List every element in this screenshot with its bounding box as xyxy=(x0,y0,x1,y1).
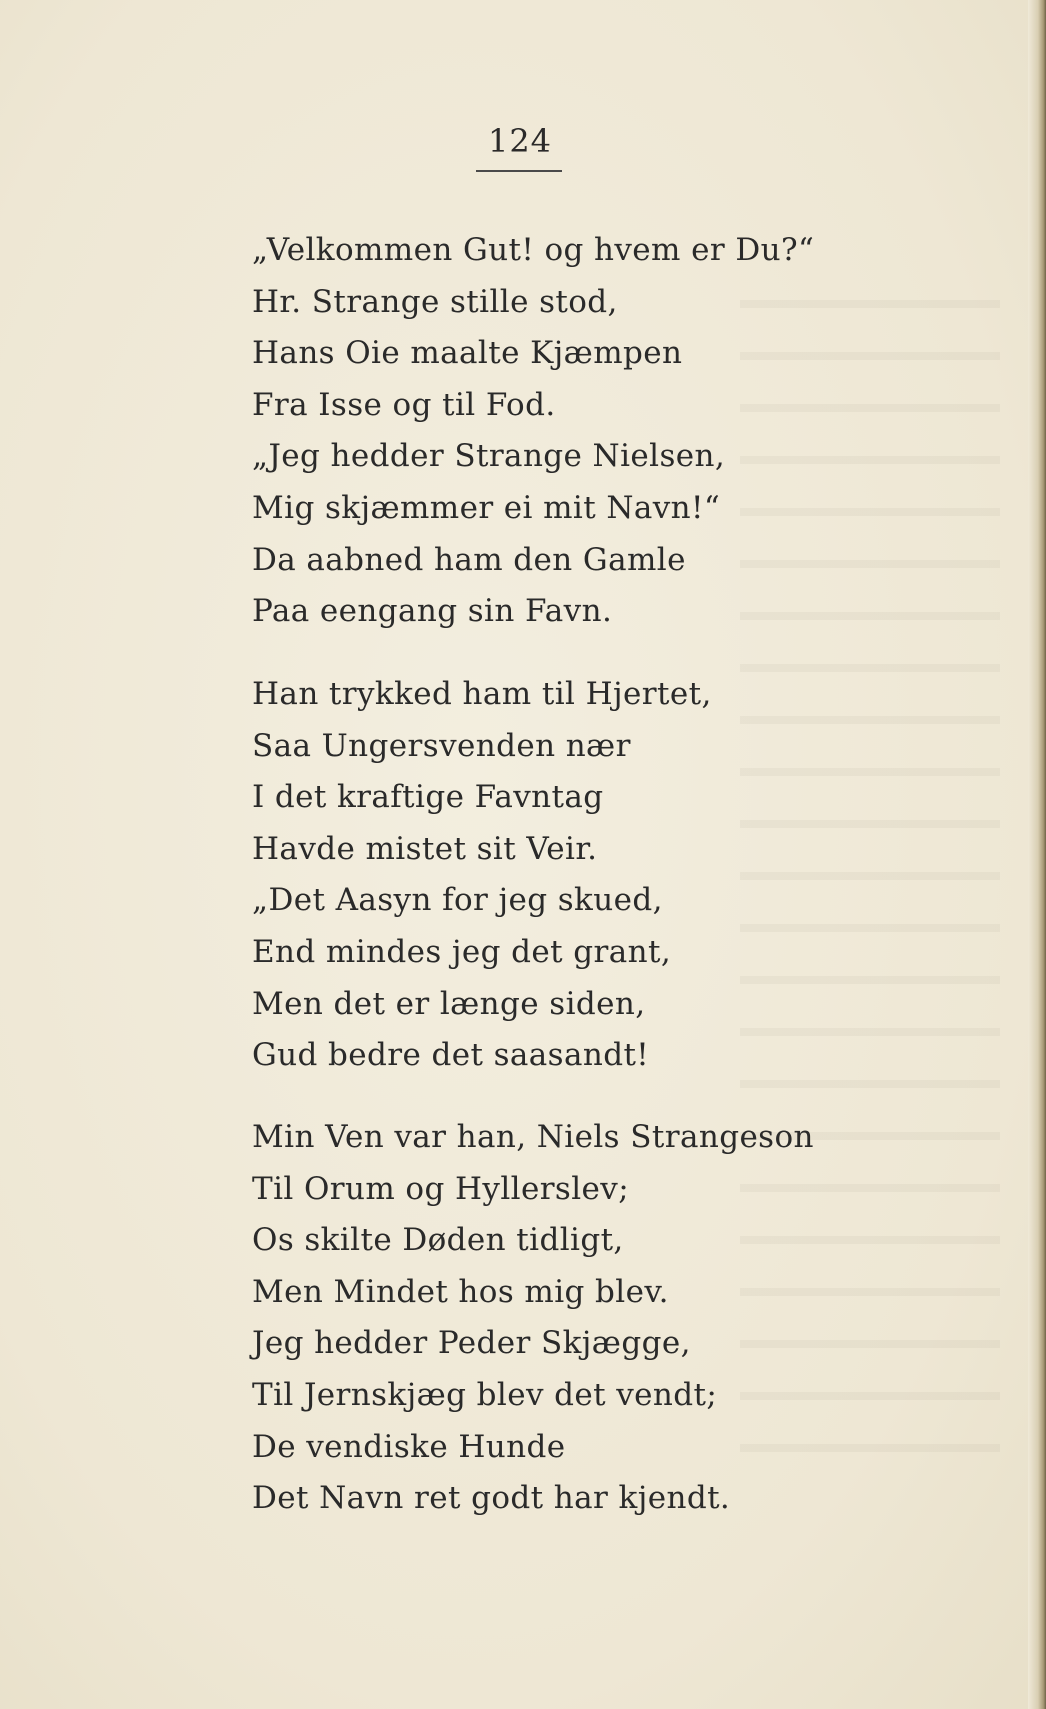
poem-line: Da aabned ham den Gamle xyxy=(252,541,686,578)
poem-line: Fra Isse og til Fod. xyxy=(252,386,556,423)
page-number: 124 xyxy=(487,122,553,160)
poem-line: End mindes jeg det grant, xyxy=(252,933,672,970)
poem-line: Det Navn ret godt har kjendt. xyxy=(252,1480,731,1517)
poem-line: Saa Ungersvenden nær xyxy=(252,727,631,764)
poem-line: Havde mistet sit Veir. xyxy=(252,830,598,867)
poem-line: Til Jernskjæg blev det vendt; xyxy=(252,1376,718,1413)
poem-line: Hr. Strange stille stod, xyxy=(252,283,618,320)
poem-line: Han trykked ham til Hjertet, xyxy=(252,676,712,712)
poem-line: Os skilte Døden tidligt, xyxy=(252,1222,624,1259)
poem-line: I det kraftige Favntag xyxy=(252,779,604,816)
poem-line: Paa eengang sin Favn. xyxy=(252,593,613,630)
stanza-1 xyxy=(252,225,852,638)
poem-line: Mig skjæmmer ei mit Navn!“ xyxy=(252,489,721,526)
stanza-2 xyxy=(252,669,852,1082)
stanza-3 xyxy=(252,1112,852,1525)
poem-line: Jeg hedder Peder Skjægge, xyxy=(252,1325,691,1362)
poem-line: Til Orum og Hyllerslev; xyxy=(252,1170,630,1207)
poem-line: Men det er længe siden, xyxy=(252,985,646,1022)
page-edge-shadow xyxy=(1028,0,1046,1709)
page-number-rule xyxy=(476,170,562,172)
poem-line: Men Mindet hos mig blev. xyxy=(252,1273,669,1310)
poem-line: „Det Aasyn for jeg skued, xyxy=(252,882,663,919)
poem-line: „Velkommen Gut! og hvem er Du?“ xyxy=(252,232,815,268)
poem-line: „Jeg hedder Strange Nielsen, xyxy=(252,438,726,475)
poem-line: Min Ven var han, Niels Strangeson xyxy=(252,1119,814,1155)
poem-line: Hans Oie maalte Kjæmpen xyxy=(252,335,683,372)
poem-line: Gud bedre det saasandt! xyxy=(252,1037,650,1074)
poem-line: De vendiske Hunde xyxy=(252,1428,566,1465)
